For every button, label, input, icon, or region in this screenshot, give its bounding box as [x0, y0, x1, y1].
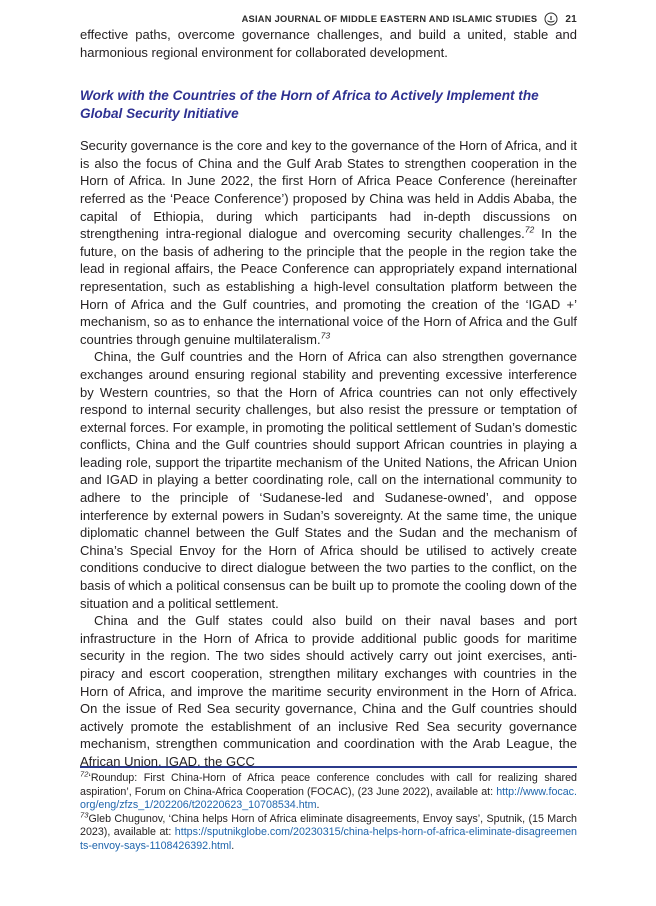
journal-title: ASIAN JOURNAL OF MIDDLE EASTERN AND ISLAMIC STUDIES [241, 14, 538, 24]
footnote: $^{73}$Gleb Chugunov, ‘China helps Horn of Africa eliminate disagreements, Envoy says’, Sputnik, (15 March 2023), available at: https://sputnikglobe.com/20230315/china-helps-horn-of-africa-eliminate-disagreements-envoy-says-1108426392.html. [80, 810, 577, 852]
paragraph: China, the Gulf countries and the Horn of Africa can also strengthen governance exchanges around ensuring regional stability and preventing excessive interference by Western countries, so that the Horn of Africa countries can not only effectively respond to internal security challenges, but also resist the pressure or temptation of external forces. For example, in promoting the political settlement of Sudan’s domestic conflicts, China and the Gulf countries should support African countries in playing a leading role, support the tripartite mechanism of the United Nations, the African Union and IGAD in playing a better coordinating role, call on the international community to adhere to the principle of ‘Sudanese-led and Sudanese-owned’, and oppose interference by external powers in Sudan’s sovereignty. At the same time, the unique diplomatic channel between the Gulf States and the Sudan and the mechanism of China’s Special Envoy for the Horn of Africa should be utilised to actively create conditions conducive to direct dialogue between the two parties to the conflict, on the basis of which a political consensus can be built up to promote the cooling down of the situation and a political settlement. [80, 349, 577, 611]
footnote-link[interactable]: https://sputnikglobe.com/20230315/china-helps-horn-of-africa-eliminate-disagreements-envoy-says-1108426392.html [80, 826, 577, 852]
publisher-logo-icon [544, 12, 558, 26]
footnote: $^{72}$‘Roundup: First China-Horn of Africa peace conference concludes with call for realizing shared aspiration’, Forum on China-Africa Cooperation (FOCAC), (23 June 2022), available at: http://www.focac.org/eng/zfzs_1/202206/t20220623_10708534.htm. [80, 769, 577, 812]
page-number: 21 [565, 13, 577, 25]
footnote-number: 73 [80, 810, 89, 820]
body-paragraphs [80, 137, 577, 770]
footnote-reference[interactable]: 73 [320, 330, 331, 341]
footnote-list [80, 769, 577, 854]
page-header [80, 12, 577, 26]
footnote-area [80, 766, 577, 854]
footnote-link[interactable]: http://www.focac.org/eng/zfzs_1/202206/t20220623_10708534.htm [80, 785, 577, 812]
paragraph: China and the Gulf states could also build on their naval bases and port infrastructure in the Horn of Africa to provide additional public goods for maritime security in the region. The two sides should actively carry out joint exercises, anti-piracy and escort cooperation, strengthen military exchanges with countries in the Horn of Africa, and improve the maritime security environment in the Horn of Africa. On the issue of Red Sea security governance, China and the Gulf countries should actively promote the establishment of an inclusive Red Sea security governance mechanism, strengthen communication and coordination with the Arab League, the African Union, IGAD, the GCC [80, 613, 577, 769]
footnote-reference[interactable]: 72 [524, 224, 535, 235]
intro-paragraph: effective paths, overcome governance challenges, and build a united, stable and harmonious regional environment for collaborated development. [80, 27, 577, 60]
page-content [80, 12, 577, 771]
footnote-number: 72 [80, 769, 89, 779]
section-heading: Work with the Countries of the Horn of Africa to Actively Implement the Global Security Initiative [80, 88, 539, 122]
paragraph: Security governance is the core and key to the governance of the Horn of Africa, and it is also the focus of China and the Gulf Arab States to strengthen cooperation in the Horn of Africa. In June 2022, the first Horn of Africa Peace Conference (hereinafter referred as the ‘Peace Conference’) proposed by China was held in Addis Ababa, the capital of Ethiopia, during which participants had in-depth discussions on strengthening intra-regional dialogue and overcoming security challenges.$^{72}$ In the future, on the basis of adhering to the principle that the people in the region take the lead in regional affairs, the Peace Conference can appropriately expand international representation, such as establishing a high-level consultation platform between the Horn of Africa and the Gulf countries, and promoting the creation of the ‘IGAD +’ mechanism, so as to enhance the international voice of the Horn of Africa and the Gulf countries through genuine multilateralism.$^{73}$ [80, 138, 577, 347]
